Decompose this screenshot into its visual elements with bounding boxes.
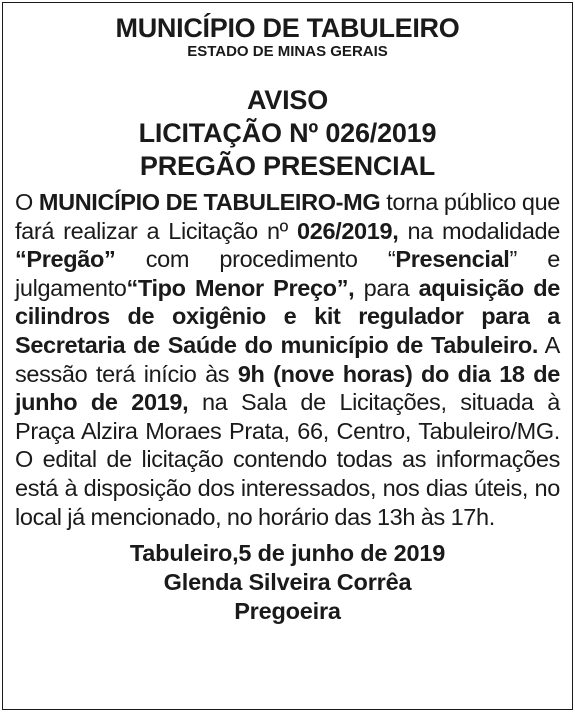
- notice-document: [2, 2, 573, 710]
- body-text-segment: na Sala de Licitações, situada à Praça Alzira Moraes Prata, 66, Centro, Tabuleiro/MG. O edital de licitação contendo todas as informações está à disposição dos interessados, nos dias úteis, no local já mencionado, no horário das 13h às 17h.: [15, 389, 560, 530]
- body-text-segment: na modalidade: [398, 217, 560, 244]
- signature-name: Glenda Silveira Corrêa: [163, 569, 412, 596]
- signature-role: Pregoeira: [234, 598, 341, 625]
- body-bold-bid-number: 026/2019,: [297, 217, 399, 244]
- body-text-segment: com procedimento “: [115, 246, 396, 273]
- notice-body: [15, 188, 560, 531]
- state-subtitle: ESTADO DE MINAS GERAIS: [187, 43, 388, 60]
- signature-date-line: Tabuleiro,5 de junho de 2019: [129, 540, 446, 567]
- body-text-segment: O: [15, 189, 39, 215]
- body-bold-judgment-type: “Tipo Menor Preço”,: [126, 274, 355, 301]
- body-text-segment: ” e julgamento: [15, 246, 561, 301]
- notice-heading-bid-number: LICITAÇÃO Nº 026/2019: [138, 118, 437, 148]
- body-text-segment: para: [354, 274, 419, 301]
- municipality-title: MUNICÍPIO DE TABULEIRO: [115, 13, 460, 43]
- body-bold-session-time: 9h (nove horas) do dia 18 de junho de 2019,: [15, 360, 560, 416]
- notice-headings: [15, 84, 560, 183]
- body-text-segment: A sessão terá início às: [15, 331, 560, 387]
- body-bold-procedure: Presencial: [395, 246, 510, 273]
- body-bold-object: aquisição de cilindros de oxigênio e kit regulador para a Secretaria de Saúde do município de Tabuleiro.: [15, 274, 561, 358]
- body-bold-modality: “Pregão”: [15, 246, 116, 273]
- signature-block: [15, 539, 560, 626]
- body-bold-municipality: MUNICÍPIO DE TABULEIRO-MG: [38, 189, 381, 215]
- notice-heading-aviso: AVISO: [246, 85, 328, 115]
- body-text-segment: torna público que fará realizar a Licitação nº: [15, 189, 561, 244]
- notice-heading-modality: PREGÃO PRESENCIAL: [139, 151, 436, 181]
